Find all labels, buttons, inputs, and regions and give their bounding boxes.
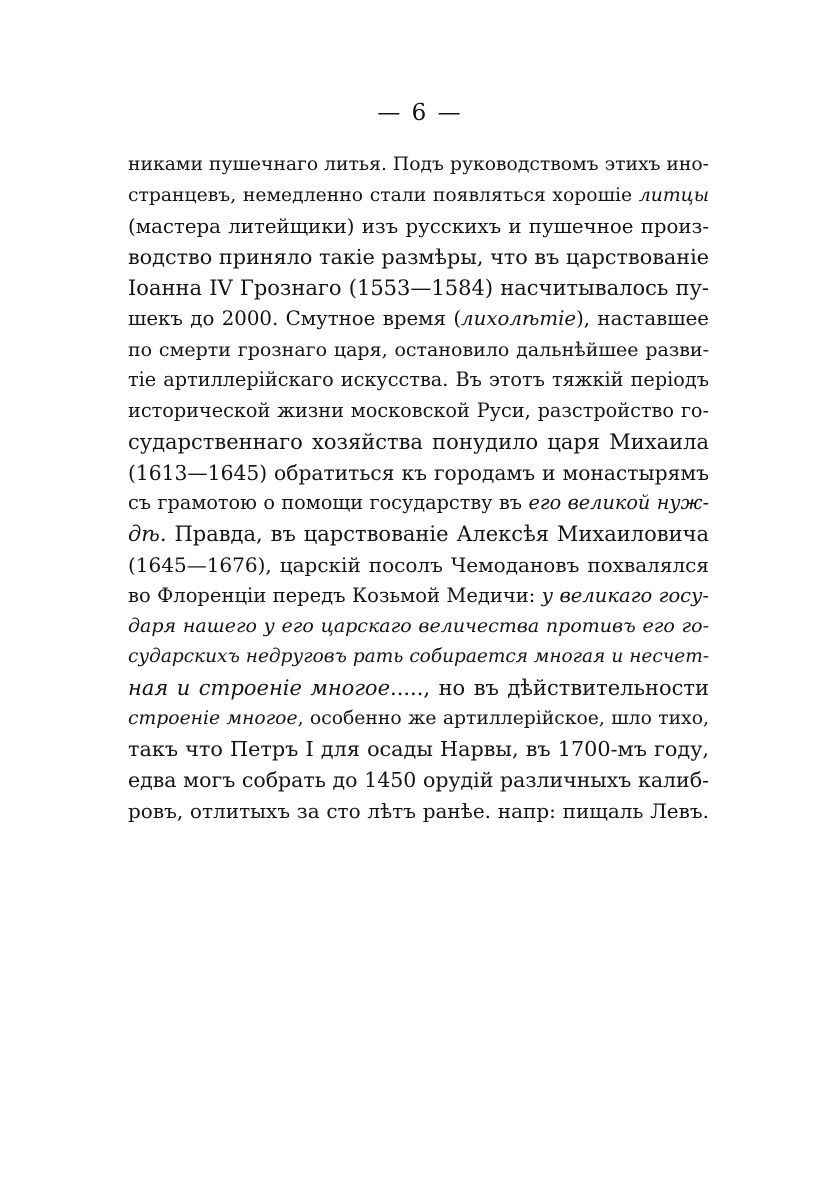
text-line [128, 427, 709, 458]
page-number: — 6 — [377, 100, 463, 126]
italic-text: сударскихъ недруговъ рать собирается многая и несчет- [128, 646, 709, 667]
text-line [128, 396, 709, 427]
text-segment: такъ что Петръ I для осады Нарвы, въ 1700-мъ году, [128, 737, 709, 762]
text-segment: никами пушечнаго литья. Подъ руководствомъ этихъ ино- [128, 154, 710, 175]
text-segment: съ грамотою о помощи государству въ [128, 491, 529, 515]
body-text [128, 150, 709, 827]
italic-text: его великой нуж- [528, 491, 709, 515]
italic-text: у великаго госу- [541, 583, 710, 607]
text-segment: сударственнаго хозяйства понудило царя Михаила [128, 429, 709, 454]
text-line [128, 365, 709, 396]
text-line [128, 458, 709, 489]
italic-text: даря нашего у его царскаго величества противъ его го- [128, 615, 709, 638]
text-segment: водство приняло такіе размѣры, что въ царствованіе [128, 245, 709, 270]
text-line [128, 273, 709, 304]
text-segment: по смерти грознаго царя, остановило дальнѣйшее разви- [128, 338, 709, 361]
text-line [128, 335, 709, 366]
text-line [128, 488, 709, 519]
italic-text: ная и строеніе многое [128, 675, 391, 700]
text-segment: (1613—1645) обратиться къ городамъ и монастырямъ [128, 460, 709, 485]
text-line [128, 765, 709, 796]
text-segment: шекъ до 2000. Смутное время ( [128, 306, 462, 330]
text-segment: ), наставшее [576, 306, 709, 330]
text-segment: едва могъ собрать до 1450 орудій различныхъ калиб- [128, 768, 709, 792]
text-segment: ровъ, отлитыхъ за сто лѣтъ ранѣе. напр: пищаль Левъ. [128, 798, 709, 823]
text-segment: тіе артиллерійскаго искусства. Въ этотъ тяжкій періодъ [128, 368, 709, 392]
italic-text: литцы [638, 184, 709, 206]
text-line [128, 796, 709, 827]
italic-text: дѣ. [128, 522, 167, 546]
text-segment: Правда, въ царствованіе Алексѣя Михаиловича [166, 522, 709, 546]
text-line [128, 581, 709, 612]
text-line [128, 304, 709, 335]
text-line [128, 642, 709, 673]
text-line [128, 242, 709, 273]
text-line [128, 673, 709, 704]
text-line [128, 611, 709, 642]
text-segment: (1645—1676), царскій посолъ Чемодановъ похвалялся [128, 552, 709, 577]
text-line [128, 212, 709, 243]
text-line [128, 704, 709, 735]
text-segment: исторической жизни московской Руси, разстройство го- [128, 399, 709, 422]
text-segment: странцевъ, немедленно стали появляться хорошіе [128, 184, 639, 206]
text-segment: (мастера литейщики) изъ русскихъ и пушечное произ- [128, 214, 709, 238]
text-segment: во Флоренціи передъ Козьмой Медичи: [128, 583, 542, 607]
text-line [128, 550, 709, 581]
italic-text: лихолѣтіе [461, 306, 577, 330]
italic-text: строеніе многое [128, 707, 298, 729]
text-line [128, 734, 709, 765]
text-line [128, 181, 709, 212]
text-line [128, 150, 709, 181]
text-segment: Іоанна IV Грознаго (1553—1584) насчитывалось пу- [128, 276, 709, 300]
text-segment: , особенно же артиллерійское, шло тихо, [297, 707, 709, 729]
text-segment: ....., но въ дѣйствительности [390, 675, 709, 700]
text-line [128, 519, 709, 550]
